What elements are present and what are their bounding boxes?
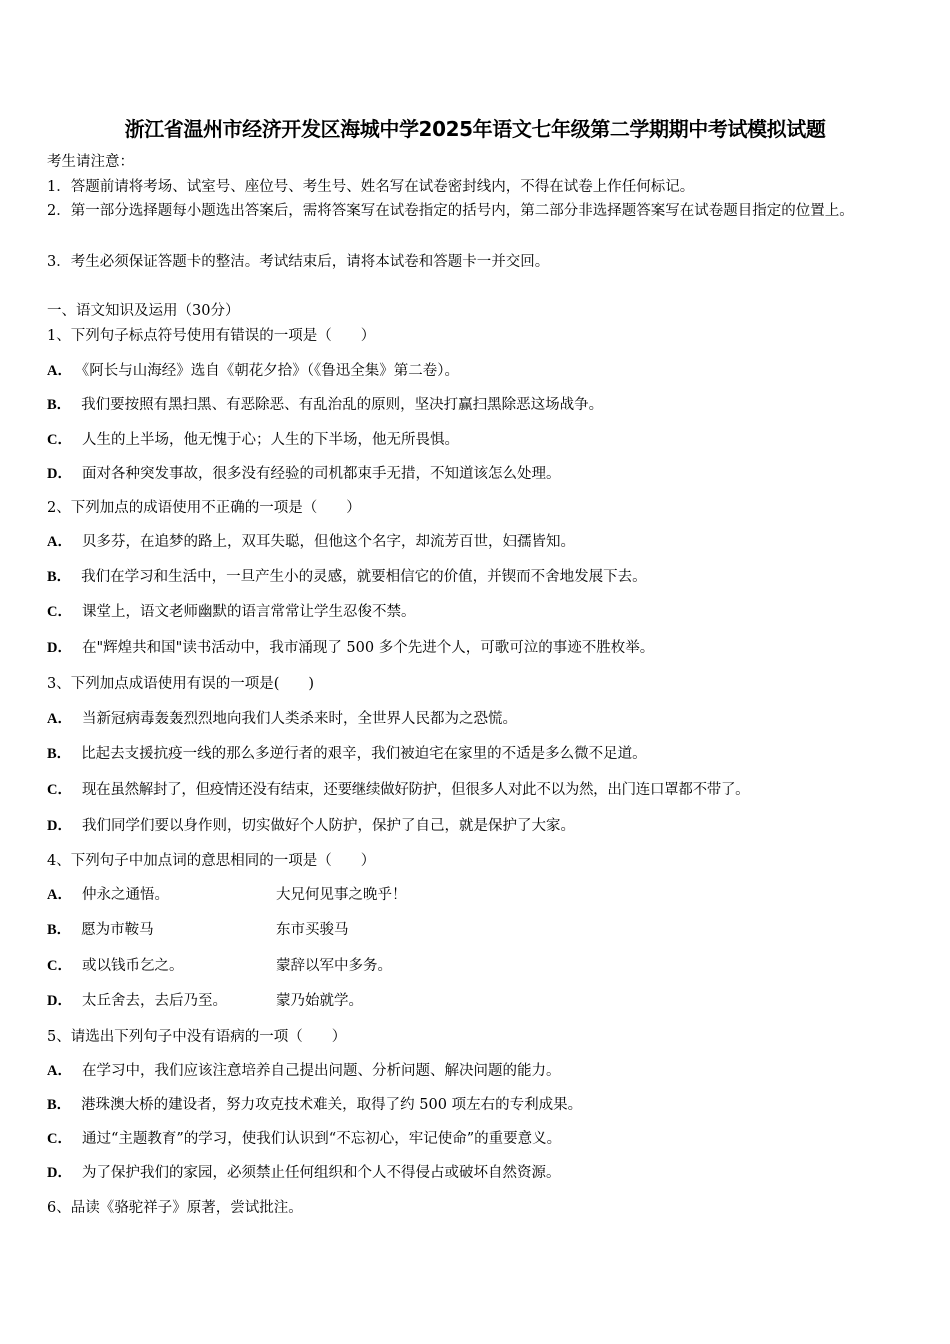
page-title: 浙江省温州市经济开发区海城中学2025年语文七年级第二学期期中考试模拟试题 bbox=[124, 117, 826, 141]
option-text-paired: 蒙辞以军中多务。 bbox=[276, 958, 392, 974]
option-text: 我们同学们要以身作则，切实做好个人防护，保护了自己，就是保护了大家。 bbox=[81, 818, 575, 834]
option-text: 比起去支援抗疫一线的那么多逆行者的艰辛，我们被迫宅在家里的不适是多么微不足道。 bbox=[81, 746, 647, 762]
option-row bbox=[47, 1163, 847, 1183]
option-row bbox=[47, 709, 847, 729]
option-text: 人生的上半场，他无愧于心；人生的下半场，他无所畏惧。 bbox=[81, 432, 459, 448]
option-text: 面对各种突发事故，很多没有经验的司机都束手无措，不知道该怎么处理。 bbox=[81, 466, 561, 482]
option-letter: A． bbox=[47, 1063, 72, 1079]
notice-item: 3．考生必须保证答题卡的整洁。考试结束后，请将本试卷和答题卡一并交回。 bbox=[47, 254, 550, 270]
option-letter: D． bbox=[47, 1165, 72, 1181]
question-stem: 3、下列加点成语使用有误的一项是( ) bbox=[47, 676, 315, 692]
option-text: 贝多芬，在追梦的路上，双耳失聪，但他这个名字，却流芳百世，妇孺皆知。 bbox=[81, 534, 575, 550]
option-text: 在"辉煌共和国"读书活动中，我市涌现了 500 多个先进个人，可歌可泣的事迹不胜枚举。 bbox=[81, 640, 655, 656]
option-row bbox=[47, 991, 847, 1011]
question-stem: 6、品读《骆驼祥子》原著，尝试批注。 bbox=[47, 1200, 303, 1216]
option-row bbox=[47, 956, 847, 976]
option-letter: A． bbox=[47, 534, 72, 550]
option-row bbox=[47, 1061, 847, 1081]
option-row bbox=[47, 920, 847, 940]
notice-heading: 考生请注意： bbox=[47, 154, 134, 170]
option-text: 或以钱币乞之。 bbox=[81, 958, 184, 974]
option-row bbox=[47, 532, 847, 552]
option-row bbox=[47, 638, 847, 658]
option-row bbox=[47, 361, 847, 381]
option-text: 港珠澳大桥的建设者，努力攻克技术难关，取得了约 500 项左右的专利成果。 bbox=[81, 1097, 583, 1113]
option-letter: A． bbox=[47, 363, 72, 379]
option-row bbox=[47, 430, 847, 450]
option-text: 为了保护我们的家园，必须禁止任何组织和个人不得侵占或破坏自然资源。 bbox=[81, 1165, 561, 1181]
option-letter: B． bbox=[47, 1097, 72, 1113]
option-row bbox=[47, 816, 847, 836]
option-text: 《阿长与山海经》选自《朝花夕拾》（《鲁迅全集》第二卷）。 bbox=[81, 363, 459, 379]
option-row bbox=[47, 464, 847, 484]
option-text: 课堂上，语文老师幽默的语言常常让学生忍俊不禁。 bbox=[81, 604, 416, 620]
option-letter: D． bbox=[47, 818, 72, 834]
notice-item: 2．第一部分选择题每小题选出答案后，需将答案写在试卷指定的括号内，第二部分非选择题答案写在试卷题目指定的位置上。 bbox=[47, 203, 854, 219]
notice-item: 1．答题前请将考场、试室号、座位号、考生号、姓名写在试卷密封线内，不得在试卷上作任何标记。 bbox=[47, 179, 695, 195]
option-text-paired: 蒙乃始就学。 bbox=[276, 993, 363, 1009]
option-letter: B． bbox=[47, 397, 72, 413]
option-row bbox=[47, 602, 847, 622]
option-letter: C． bbox=[47, 782, 72, 798]
option-letter: A． bbox=[47, 711, 72, 727]
option-letter: B． bbox=[47, 746, 72, 762]
option-row bbox=[47, 1129, 847, 1149]
option-text-paired: 东市买骏马 bbox=[276, 922, 349, 938]
option-row bbox=[47, 567, 847, 587]
option-text-paired: 大兄何见事之晚乎！ bbox=[276, 887, 407, 903]
option-letter: B． bbox=[47, 922, 72, 938]
option-row bbox=[47, 885, 847, 905]
option-text: 我们在学习和生活中，一旦产生小的灵感，就要相信它的价值，并锲而不舍地发展下去。 bbox=[81, 569, 647, 585]
question-stem: 4、下列句子中加点词的意思相同的一项是（ ） bbox=[47, 853, 376, 869]
option-text: 愿为市鞍马 bbox=[81, 922, 154, 938]
option-row bbox=[47, 780, 847, 800]
option-text: 当新冠病毒轰轰烈烈地向我们人类杀来时，全世界人民都为之恐慌。 bbox=[81, 711, 517, 727]
option-letter: C． bbox=[47, 958, 72, 974]
option-letter: C． bbox=[47, 604, 72, 620]
option-text: 通过“主题教育”的学习，使我们认识到“不忘初心，牢记使命”的重要意义。 bbox=[81, 1131, 562, 1147]
option-text: 在学习中，我们应该注意培养自己提出问题、分析问题、解决问题的能力。 bbox=[81, 1063, 561, 1079]
question-stem: 2、下列加点的成语使用不正确的一项是（ ） bbox=[47, 500, 361, 516]
option-row bbox=[47, 744, 847, 764]
section-heading: 一、语文知识及运用（30分） bbox=[47, 303, 240, 319]
option-letter: A． bbox=[47, 887, 72, 903]
option-text: 太丘舍去，去后乃至。 bbox=[81, 993, 227, 1009]
option-letter: D． bbox=[47, 466, 72, 482]
question-stem: 1、下列句子标点符号使用有错误的一项是（ ） bbox=[47, 328, 376, 344]
question-stem: 5、请选出下列句子中没有语病的一项（ ） bbox=[47, 1029, 347, 1045]
option-text: 我们要按照有黑扫黑、有恶除恶、有乱治乱的原则，坚决打赢扫黑除恶这场战争。 bbox=[81, 397, 604, 413]
option-row bbox=[47, 395, 847, 415]
option-letter: C． bbox=[47, 432, 72, 448]
option-text: 现在虽然解封了，但疫情还没有结束，还要继续做好防护，但很多人对此不以为然，出门连口罩都不带了。 bbox=[81, 782, 750, 798]
option-text: 仲永之通悟。 bbox=[81, 887, 169, 903]
option-letter: C． bbox=[47, 1131, 72, 1147]
option-letter: B． bbox=[47, 569, 72, 585]
option-letter: D． bbox=[47, 993, 72, 1009]
option-letter: D． bbox=[47, 640, 72, 656]
option-row bbox=[47, 1095, 847, 1115]
